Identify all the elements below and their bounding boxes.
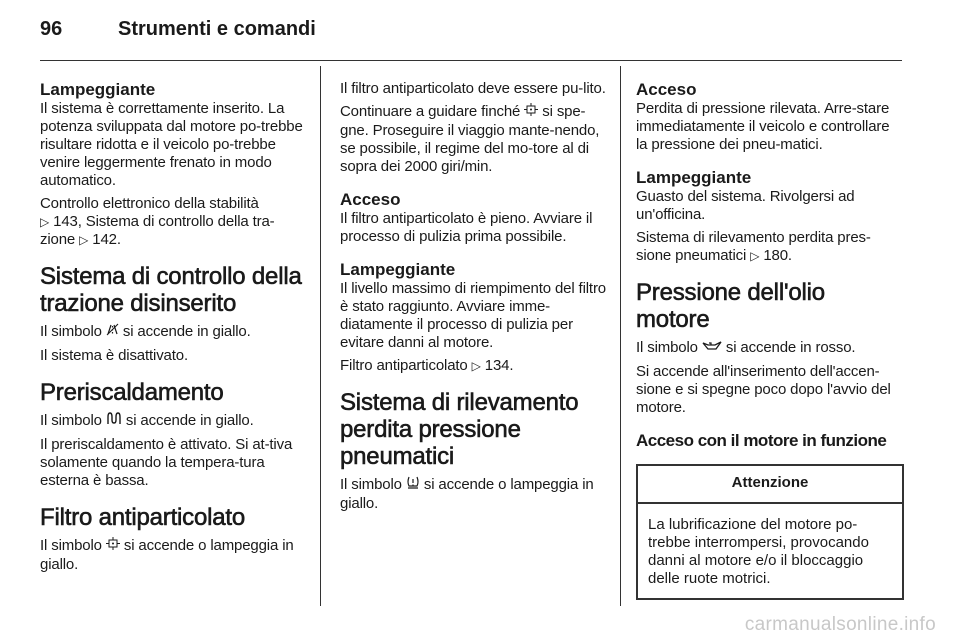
paragraph: Il livello massimo di riempimento del filtro è stato raggiunto. Avviare imme-diatamente il processo di pulizia per evitare danni al motore. bbox=[340, 280, 606, 351]
paragraph: Il preriscaldamento è attivato. Si at-tiva solamente quando la tempera-tura esterna è bassa. bbox=[40, 436, 293, 489]
column-2 bbox=[340, 80, 608, 513]
column-3 bbox=[636, 80, 904, 600]
cross-reference: Sistema di rilevamento perdita pres-sione pneumatici ▷ 180. bbox=[636, 229, 871, 264]
tire-pressure-icon bbox=[406, 478, 424, 493]
section-title: Strumenti e comandi bbox=[118, 18, 316, 40]
column-divider bbox=[320, 66, 321, 606]
heading-olio-motore: Pressione dell'olio motore bbox=[636, 279, 825, 333]
xref-arrow-icon: ▷ bbox=[750, 249, 760, 263]
heading-filtro: Filtro antiparticolato bbox=[40, 504, 246, 531]
paragraph: Il simbolo si accende in giallo. bbox=[40, 412, 254, 429]
heading-lampeggiante: Lampeggiante bbox=[340, 260, 456, 279]
watermark: carmanualsonline.info bbox=[744, 614, 936, 635]
paragraph: Il simbolo si accende o lampeggia in giallo. bbox=[40, 537, 294, 573]
page-number: 96 bbox=[40, 18, 63, 40]
paragraph: Perdita di pressione rilevata. Arre-stare immediatamente il veicolo e controllare la pressione dei pneu-matici. bbox=[636, 100, 890, 153]
warning-box bbox=[636, 464, 904, 600]
heading-lampeggiante: Lampeggiante bbox=[636, 168, 752, 187]
header-divider bbox=[40, 60, 902, 61]
page-header bbox=[40, 18, 316, 48]
paragraph: Controllo elettronico della stabilità ▷ 143, Sistema di controllo della tra-zione ▷ 142. bbox=[40, 195, 275, 248]
warning-title: Attenzione bbox=[638, 466, 902, 504]
heading-lampeggiante: Lampeggiante bbox=[40, 80, 156, 99]
traction-control-off-icon bbox=[106, 325, 123, 340]
xref-arrow-icon: ▷ bbox=[79, 233, 89, 247]
column-divider bbox=[620, 66, 621, 606]
heading-acceso: Acceso bbox=[340, 190, 401, 209]
heading-preriscaldamento: Preriscaldamento bbox=[40, 379, 224, 406]
xref-arrow-icon: ▷ bbox=[471, 359, 481, 373]
paragraph: Si accende all'inserimento dell'accen-sione e si spegne poco dopo l'avvio del motore. bbox=[636, 363, 891, 416]
heading-traction-control: Sistema di controllo della trazione disinserito bbox=[40, 263, 302, 317]
particle-filter-icon bbox=[524, 105, 542, 120]
cross-reference: Filtro antiparticolato ▷ 134. bbox=[340, 357, 514, 374]
heading-tpms: Sistema di rilevamento perdita pressione pneumatici bbox=[340, 389, 579, 470]
paragraph: Il simbolo si accende in giallo. bbox=[40, 323, 251, 340]
warning-text: La lubrificazione del motore po-trebbe interrompersi, provocando danni al motore e/o il bloccaggio delle ruote motrici. bbox=[648, 516, 869, 587]
xref-arrow-icon: ▷ bbox=[40, 215, 50, 229]
heading-acceso: Acceso bbox=[636, 80, 697, 99]
preheat-coil-icon bbox=[106, 414, 126, 429]
oil-can-icon bbox=[702, 341, 726, 356]
paragraph: Il filtro antiparticolato deve essere pu-lito. bbox=[340, 80, 606, 97]
paragraph: Il filtro antiparticolato è pieno. Avviare il processo di pulizia prima possibile. bbox=[340, 210, 593, 245]
column-1 bbox=[40, 80, 308, 574]
paragraph: Guasto del sistema. Rivolgersi ad un'officina. bbox=[636, 188, 855, 223]
paragraph: Continuare a guidare finché si spe-gne. Proseguire il viaggio mante-nendo, se possibile, il regime del mo-tore al di sopra dei 2000 giri/min. bbox=[340, 103, 600, 175]
paragraph: Il simbolo si accende o lampeggia in giallo. bbox=[340, 476, 594, 512]
paragraph: Il sistema è disattivato. bbox=[40, 347, 188, 364]
heading-acceso-motore: Acceso con il motore in funzione bbox=[636, 431, 887, 450]
particle-filter-icon bbox=[106, 539, 124, 554]
paragraph: Il simbolo si accende in rosso. bbox=[636, 339, 856, 356]
paragraph: Il sistema è correttamente inserito. La potenza sviluppata dal motore po-trebbe risultare ridotta e il veicolo po-trebbe venire leggermente frenato in modo automatico. bbox=[40, 100, 303, 189]
